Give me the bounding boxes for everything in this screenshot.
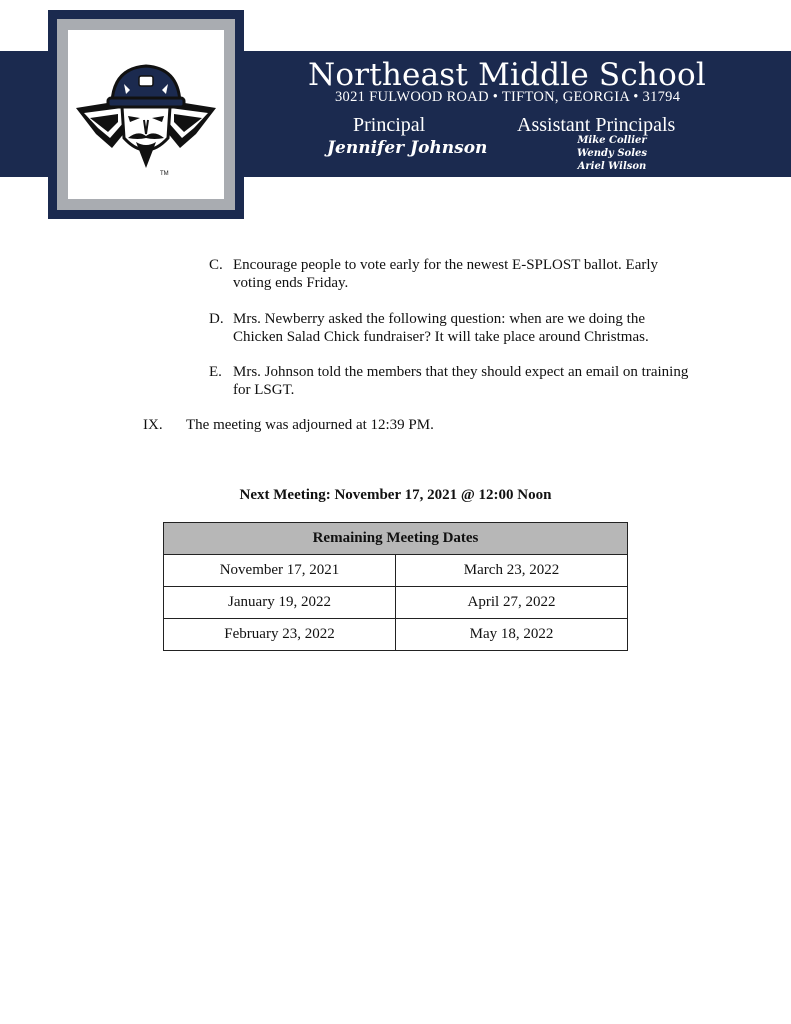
minutes-item-d (209, 310, 689, 346)
minutes-item-c (209, 256, 689, 292)
table-header-row (164, 523, 628, 555)
roman-numeral: IX. (143, 417, 163, 433)
table-cell: January 19, 2022 (164, 587, 396, 619)
assistant-name: Wendy Soles (576, 148, 647, 159)
table-cell: March 23, 2022 (396, 555, 628, 587)
item-letter: C. (209, 257, 223, 273)
svg-text:TM: TM (160, 171, 169, 177)
table-row (164, 555, 628, 587)
table-cell: November 17, 2021 (164, 555, 396, 587)
logo-panel (68, 30, 224, 199)
table-row (164, 587, 628, 619)
assistant-name: Mike Collier (577, 135, 647, 146)
table-cell: February 23, 2022 (164, 619, 396, 651)
item-text: Encourage people to vote early for the newest E-SPLOST ballot. Early voting ends Friday. (233, 257, 659, 291)
assistant-principals-list (572, 134, 652, 173)
school-name: Northeast Middle School (308, 57, 706, 93)
mascot-logo-icon (68, 30, 224, 199)
table-row (164, 619, 628, 651)
item-letter: E. (209, 364, 222, 380)
assistant-name: Ariel Wilson (577, 161, 647, 172)
table-cell: April 27, 2022 (396, 587, 628, 619)
principal-name: Jennifer Johnson (327, 138, 488, 158)
table-header: Remaining Meeting Dates (164, 523, 628, 555)
item-text: Mrs. Newberry asked the following question: when are we doing the Chicken Salad Chick fundraiser? It will take place around Christmas. (233, 311, 649, 345)
minutes-item-e (209, 363, 689, 399)
adjourn-text: The meeting was adjourned at 12:39 PM. (186, 417, 434, 433)
next-meeting: Next Meeting: November 17, 2021 @ 12:00 Noon (239, 487, 552, 503)
school-address: 3021 FULWOOD ROAD • TIFTON, GEORGIA • 31794 (335, 89, 681, 105)
item-letter: D. (209, 311, 224, 327)
item-text: Mrs. Johnson told the members that they should expect an email on training for LSGT. (233, 364, 689, 398)
logo-border (57, 19, 235, 210)
meeting-dates-table (163, 522, 628, 651)
logo-frame (48, 10, 244, 219)
table-cell: May 18, 2022 (396, 619, 628, 651)
assistant-principals-label: Assistant Principals (517, 114, 676, 136)
principal-label: Principal (353, 114, 426, 136)
